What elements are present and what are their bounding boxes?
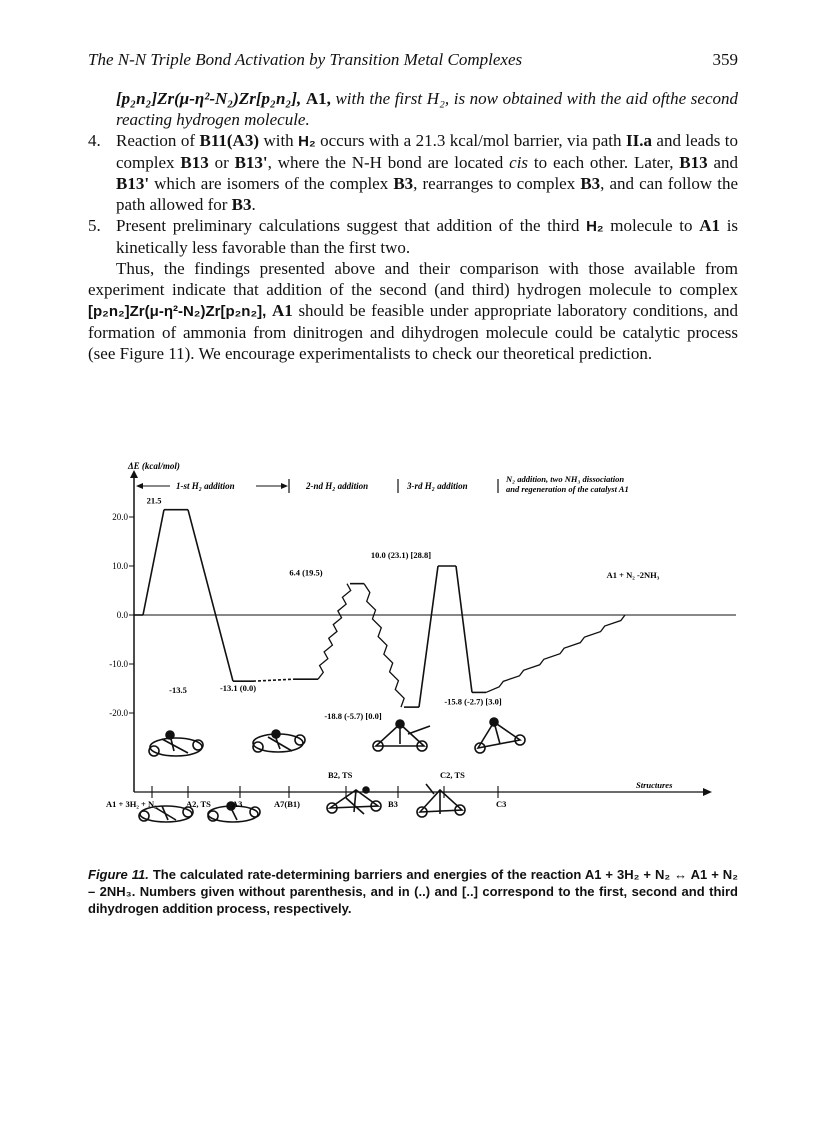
structure-label: C3	[496, 799, 507, 809]
y-tick-label: 10.0	[112, 561, 128, 571]
energy-label: 21.5	[146, 495, 162, 506]
body-text	[88, 88, 738, 364]
energy-label: 10.0 (23.1) [28.8]	[370, 550, 432, 560]
path-segment	[364, 584, 404, 707]
formula: [p₂n₂]Zr(μ-η²-N₂)Zr[p₂n₂],	[116, 89, 302, 108]
path-segment	[456, 566, 472, 692]
list-item-5: 5. Present preliminary calculations suggest that addition of the third H₂ molecule to A1 is kinetically less favorable than the first two.	[88, 216, 739, 257]
path-segment	[486, 615, 625, 692]
x-axis-arrow	[703, 788, 712, 796]
path-segment	[318, 584, 351, 680]
y-tick-label: -10.0	[109, 659, 128, 669]
structure-label: B3	[388, 799, 398, 809]
path-segment	[419, 566, 438, 707]
section-1-label: 1-st H₂ addition	[176, 481, 235, 491]
caption-label: Figure 11.	[88, 867, 149, 882]
y-axis-label: ΔE (kcal/mol)	[128, 462, 180, 471]
path-segment	[188, 510, 233, 682]
item3-continuation: [p₂n₂]Zr(μ-η²-N₂)Zr[p₂n₂], A1, with the first H₂, is now obtained with the aid ofthe second reacting hydrogen molecule.	[116, 89, 738, 129]
figure-11	[88, 462, 738, 852]
section-4-label: N₂ addition, two NH₃ dissociation	[506, 474, 625, 484]
page-number: 359	[712, 50, 738, 69]
paragraph-conclusion: Thus, the findings presented above and their comparison with those available from experiment indicate that addition of the second (and third) hydrogen molecule to complex [p₂n₂]Zr(μ-η²-N₂)Zr[p₂n₂], A1 should be feasible under appropriate laboratory conditions, and formation of ammonia from dinitrogen and dihydrogen molecule could be catalytic process (see Figure 11). We encourage experimentalists to check our theoretical prediction.	[88, 259, 739, 363]
y-tick-label: 0.0	[116, 610, 128, 620]
section-3-label: 3-rd H₂ addition	[407, 481, 468, 491]
figure-caption: Figure 11. The calculated rate-determining barriers and energies of the reaction A1 + 3H₂ + N₂ ↔ A1 + N₂ – 2NH₃. Numbers given without parenthesis, and in (..) and [..] correspond to the first, second and third dihydrogen addition process, respectively.	[88, 867, 738, 916]
section-4-label: and regeneration of the catalyst A1	[506, 484, 629, 494]
running-header	[88, 50, 738, 72]
running-title: The N-N Triple Bond Activation by Transition Metal Complexes	[88, 50, 523, 69]
product-label: A1 + N₂ -2NH₃	[606, 570, 660, 580]
energy-label: -15.8 (-2.7) [3.0]	[444, 696, 502, 707]
energy-profile	[134, 510, 625, 707]
x-axis-label: Structures	[636, 780, 673, 790]
path-segment	[143, 510, 164, 615]
formula: [p₂n₂]Zr(μ-η²-N₂)Zr[p₂n₂],	[88, 303, 267, 320]
structure-label: A1 + 3H₂ + N₂	[106, 799, 157, 809]
y-axis-arrow	[130, 470, 138, 478]
structure-label: A7(B1)	[274, 799, 300, 809]
section-2-label: 2-nd H₂ addition	[306, 481, 369, 491]
list-item-4: 4. Reaction of B11(A3) with H₂ occurs with a 21.3 kcal/mol barrier, via path II.a and leads to complex B13 or B13', where the N-H bond are located cis to each other. Later, B13 and B13' which are isomers of the complex B3, rearranges to complex B3, and can follow the path allowed for B3.	[88, 131, 739, 214]
structure-label: B2, TS	[328, 770, 353, 780]
energy-label: -13.1 (0.0)	[219, 683, 257, 694]
structure-label: A2, TS	[186, 799, 211, 809]
energy-diagram	[88, 462, 738, 852]
connector-a3-a7	[253, 679, 294, 681]
energy-label: -13.5	[169, 685, 187, 696]
y-tick-label: -20.0	[109, 708, 128, 718]
energy-label: -18.8 (-5.7) [0.0]	[324, 711, 382, 722]
y-tick-label: 20.0	[112, 512, 128, 522]
energy-label: 6.4 (19.5)	[289, 567, 323, 578]
structure-label: C2, TS	[440, 770, 465, 780]
structure-label: A3	[232, 799, 243, 809]
